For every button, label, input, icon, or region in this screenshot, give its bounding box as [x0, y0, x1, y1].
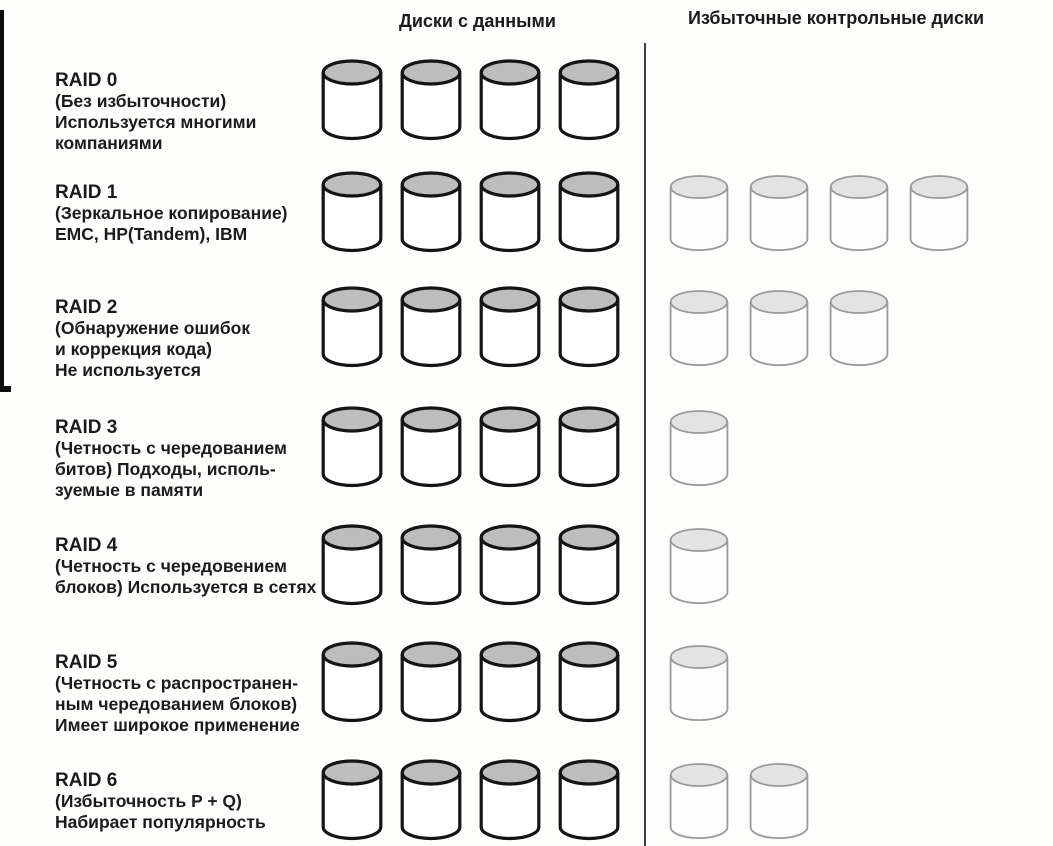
data-disk-cylinder-icon: [478, 758, 542, 844]
raid-description-line: Используется многими: [55, 112, 257, 132]
data-disk-group: [320, 58, 621, 144]
raid-description-line: зуемые в памяти: [55, 480, 204, 500]
check-disk-group: [668, 761, 810, 843]
data-disk-cylinder-icon: [478, 285, 542, 371]
raid-label: [55, 70, 340, 154]
data-disk-cylinder-icon: [399, 285, 463, 371]
data-disk-cylinder-icon: [399, 170, 463, 256]
check-disk-cylinder-icon: [668, 643, 730, 725]
data-disk-group: [320, 758, 621, 844]
data-disk-group: [320, 523, 621, 609]
raid-label: [55, 770, 340, 833]
data-disk-cylinder-icon: [557, 58, 621, 144]
raid-title: RAID 4: [55, 535, 118, 556]
data-disk-cylinder-icon: [320, 170, 384, 256]
raid-description-line: (Зеркальное копирование): [55, 203, 288, 223]
raid-description-line: блоков) Используется в сетях: [55, 577, 317, 597]
check-disk-cylinder-icon: [748, 288, 810, 370]
raid-label: [55, 535, 340, 598]
check-disk-group: [668, 526, 730, 608]
raid-description-line: (Без избыточности): [55, 91, 227, 111]
data-disk-cylinder-icon: [399, 405, 463, 491]
check-disk-cylinder-icon: [748, 173, 810, 255]
data-disk-cylinder-icon: [557, 285, 621, 371]
raid-description-line: ным чередованием блоков): [55, 694, 298, 714]
raid-description-line: Имеет широкое применение: [55, 715, 300, 735]
check-disks-column-header: Избыточные контрольные диски: [688, 8, 985, 28]
check-disk-group: [668, 643, 730, 725]
data-disk-cylinder-icon: [399, 523, 463, 609]
check-disk-cylinder-icon: [668, 761, 730, 843]
raid-description-line: Набирает популярность: [55, 812, 266, 832]
raid-label: [55, 417, 340, 501]
raid-label: [55, 182, 340, 245]
data-disk-group: [320, 170, 621, 256]
raid-description-line: (Четность с чередовением: [55, 556, 287, 576]
raid-title: RAID 0: [55, 70, 118, 91]
data-disk-cylinder-icon: [557, 405, 621, 491]
check-disk-cylinder-icon: [828, 173, 890, 255]
raid-title: RAID 1: [55, 182, 118, 203]
raid-row: [0, 170, 1053, 288]
raid-title: RAID 6: [55, 770, 118, 791]
data-disk-cylinder-icon: [320, 285, 384, 371]
data-disk-group: [320, 640, 621, 726]
check-disk-cylinder-icon: [668, 526, 730, 608]
raid-row: [0, 58, 1053, 176]
data-disk-cylinder-icon: [557, 758, 621, 844]
data-disk-cylinder-icon: [399, 758, 463, 844]
raid-label: [55, 297, 340, 381]
data-disk-cylinder-icon: [399, 58, 463, 144]
raid-description-line: (Обнаружение ошибок: [55, 318, 251, 338]
data-disk-cylinder-icon: [478, 523, 542, 609]
raid-description-line: Не используется: [55, 360, 201, 380]
raid-row: [0, 285, 1053, 403]
raid-label: [55, 652, 340, 736]
raid-title: RAID 2: [55, 297, 118, 318]
raid-row: [0, 405, 1053, 523]
check-disk-group: [668, 408, 730, 490]
data-disk-cylinder-icon: [320, 58, 384, 144]
data-disk-cylinder-icon: [557, 640, 621, 726]
check-disk-group: [668, 173, 970, 255]
raid-title: RAID 5: [55, 652, 118, 673]
data-disk-cylinder-icon: [320, 523, 384, 609]
raid-description-line: и коррекция кода): [55, 339, 212, 359]
raid-title: RAID 3: [55, 417, 118, 438]
data-disk-cylinder-icon: [478, 170, 542, 256]
data-disk-cylinder-icon: [557, 523, 621, 609]
raid-description-line: компаниями: [55, 133, 163, 153]
check-disk-cylinder-icon: [668, 173, 730, 255]
raid-description-line: (Четность с распространен-: [55, 673, 299, 693]
data-disk-cylinder-icon: [478, 405, 542, 491]
check-disk-group: [668, 288, 890, 370]
raid-description-line: (Четность с чередованием: [55, 438, 287, 458]
check-disk-cylinder-icon: [668, 408, 730, 490]
raid-description-line: EMC, HP(Tandem), IBM: [55, 224, 248, 244]
data-disk-group: [320, 285, 621, 371]
raid-description-line: битов) Подходы, исполь-: [55, 459, 276, 479]
check-disk-cylinder-icon: [668, 288, 730, 370]
check-disk-cylinder-icon: [908, 173, 970, 255]
raid-row: [0, 523, 1053, 641]
data-disk-cylinder-icon: [478, 640, 542, 726]
data-disk-group: [320, 405, 621, 491]
data-disk-cylinder-icon: [478, 58, 542, 144]
data-disk-cylinder-icon: [557, 170, 621, 256]
check-disk-cylinder-icon: [828, 288, 890, 370]
data-disk-cylinder-icon: [320, 405, 384, 491]
raid-row: [0, 758, 1053, 846]
data-disk-cylinder-icon: [399, 640, 463, 726]
data-disk-cylinder-icon: [320, 758, 384, 844]
raid-row: [0, 640, 1053, 758]
check-disk-cylinder-icon: [748, 761, 810, 843]
data-disk-cylinder-icon: [320, 640, 384, 726]
raid-description-line: (Избыточность P + Q): [55, 791, 242, 811]
data-disks-column-header: Диски с данными: [399, 11, 556, 31]
